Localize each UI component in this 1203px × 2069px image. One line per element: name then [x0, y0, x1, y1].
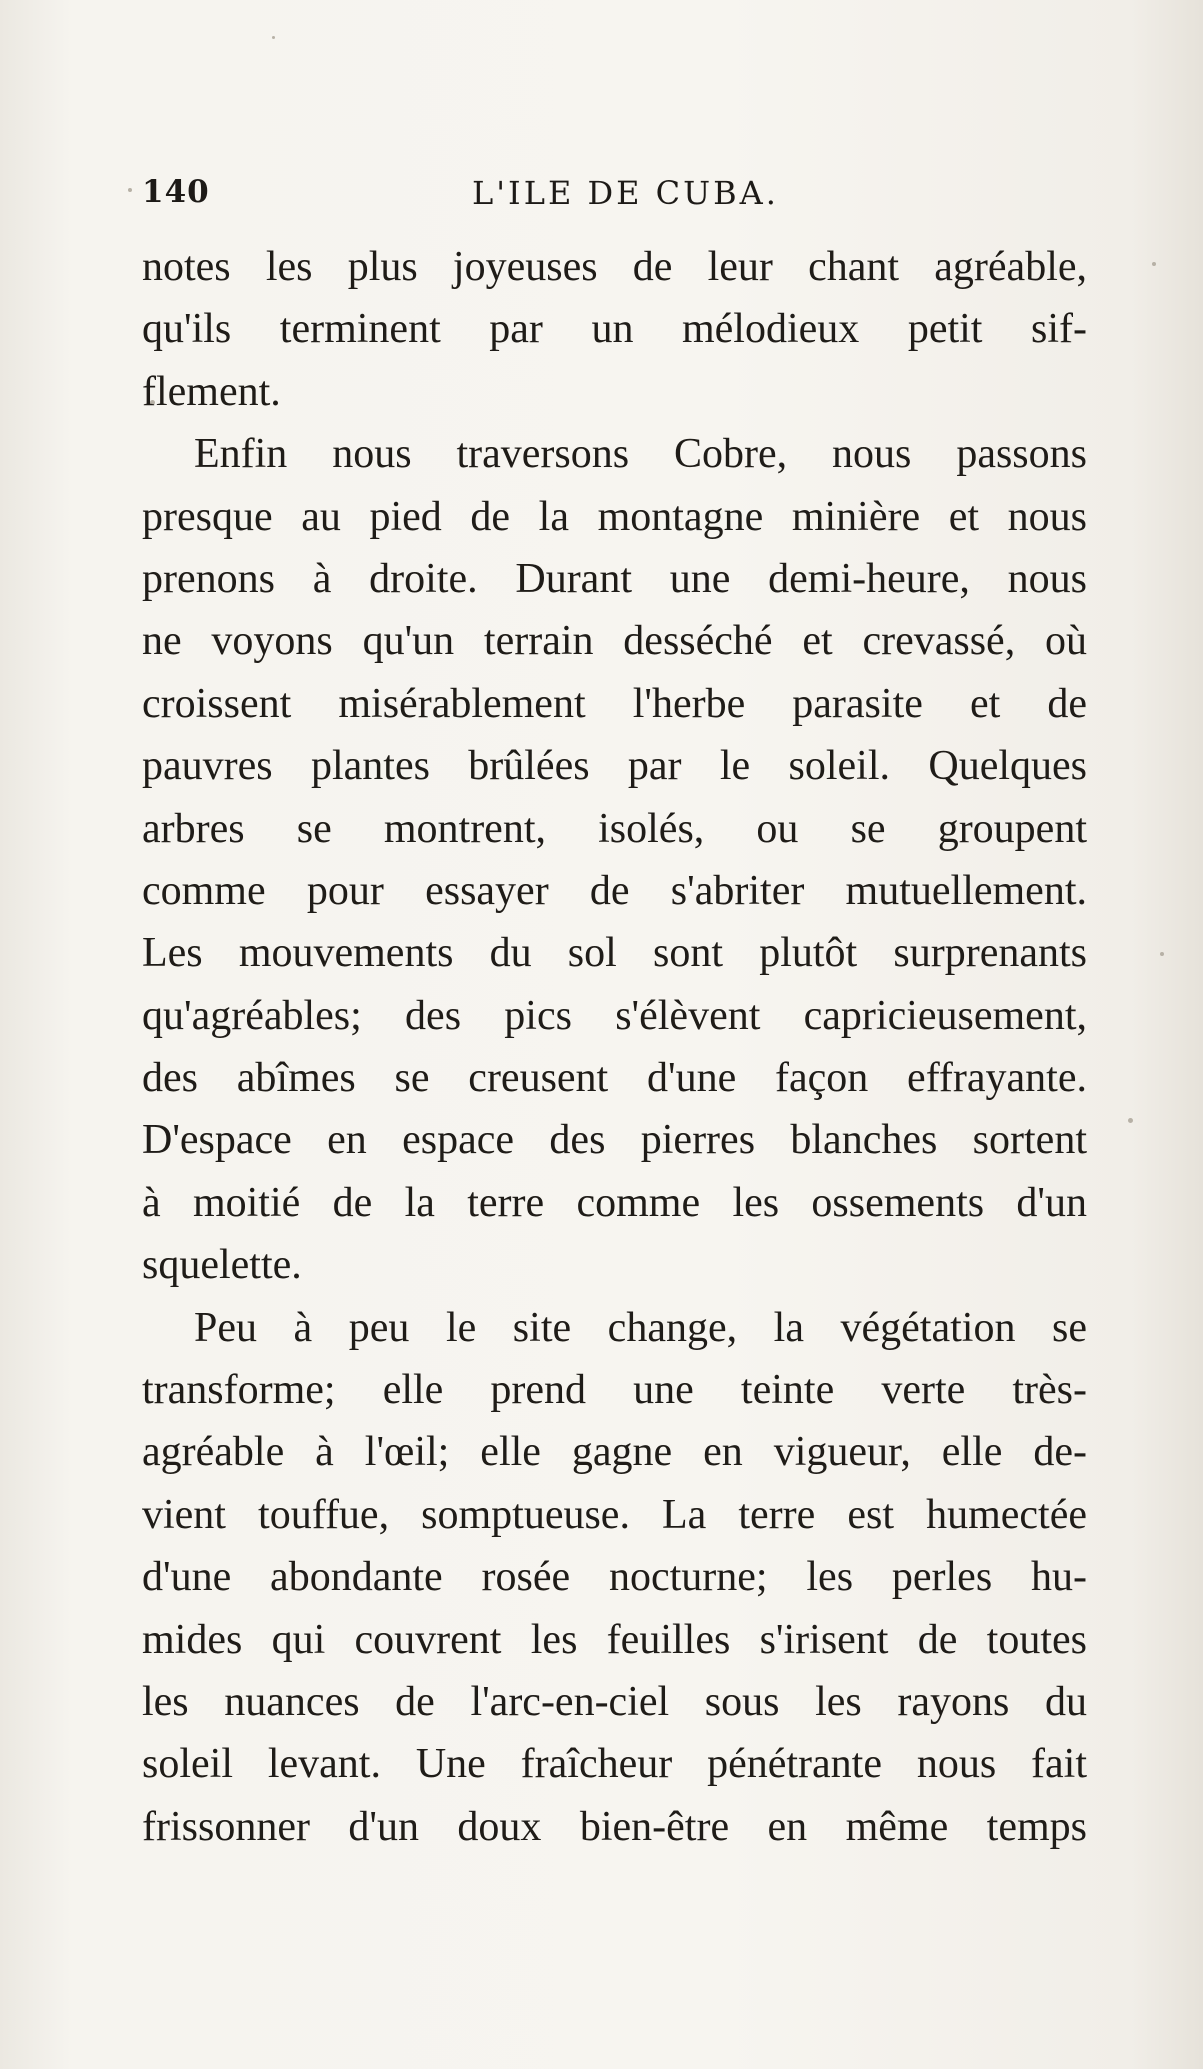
text-line: ne voyons qu'un terrain desséché et crevassé, où — [142, 618, 1087, 665]
text-line: qu'agréables; des pics s'élèvent capricieusement, — [142, 992, 1087, 1039]
text-line: presque au pied de la montagne minière et nous — [142, 493, 1087, 540]
text-line: squelette. — [142, 1242, 302, 1289]
text-line: des abîmes se creusent d'une façon effrayante. — [142, 1055, 1087, 1102]
running-title: L'ILE DE CUBA. — [472, 174, 779, 212]
text-line: à moitié de la terre comme les ossements d'un — [142, 1179, 1087, 1226]
text-line: transforme; elle prend une teinte verte très- — [142, 1367, 1087, 1414]
text-line: frissonner d'un doux bien-être en même temps — [142, 1803, 1087, 1850]
text-line: flement. — [142, 368, 281, 415]
paper-speck — [128, 188, 132, 192]
text-line: Peu à peu le site change, la végétation se — [194, 1304, 1087, 1351]
text-line: pauvres plantes brûlées par le soleil. Quelques — [142, 743, 1087, 790]
text-line: Les mouvements du sol sont plutôt surprenants — [142, 930, 1087, 977]
text-line: prenons à droite. Durant une demi-heure, nous — [142, 555, 1087, 602]
text-line: agréable à l'œil; elle gagne en vigueur, elle de- — [142, 1429, 1087, 1476]
text-line: arbres se montrent, isolés, ou se groupent — [142, 805, 1087, 852]
text-line: qu'ils terminent par un mélodieux petit sif- — [142, 306, 1087, 353]
text-line: croissent misérablement l'herbe parasite et de — [142, 680, 1087, 727]
text-line: comme pour essayer de s'abriter mutuellement. — [142, 867, 1087, 914]
text-line: les nuances de l'arc-en-ciel sous les rayons du — [142, 1678, 1087, 1725]
paper-speck — [1160, 952, 1164, 956]
paper-speck — [1128, 1118, 1133, 1123]
text-line: d'une abondante rosée nocturne; les perles hu- — [142, 1554, 1087, 1601]
text-line: Enfin nous traversons Cobre, nous passons — [194, 431, 1087, 478]
paper-speck — [272, 36, 275, 39]
body-text — [142, 236, 1087, 1858]
text-line: mides qui couvrent les feuilles s'irisent de toutes — [142, 1616, 1087, 1663]
text-line: D'espace en espace des pierres blanches sortent — [142, 1117, 1087, 1164]
text-line: notes les plus joyeuses de leur chant agréable, — [142, 244, 1087, 290]
text-line: soleil levant. Une fraîcheur pénétrante nous fait — [142, 1741, 1087, 1788]
page-number: 140 — [142, 174, 210, 210]
text-line: vient touffue, somptueuse. La terre est humectée — [142, 1491, 1087, 1538]
paper-speck — [1152, 262, 1156, 266]
running-head — [142, 170, 1087, 226]
